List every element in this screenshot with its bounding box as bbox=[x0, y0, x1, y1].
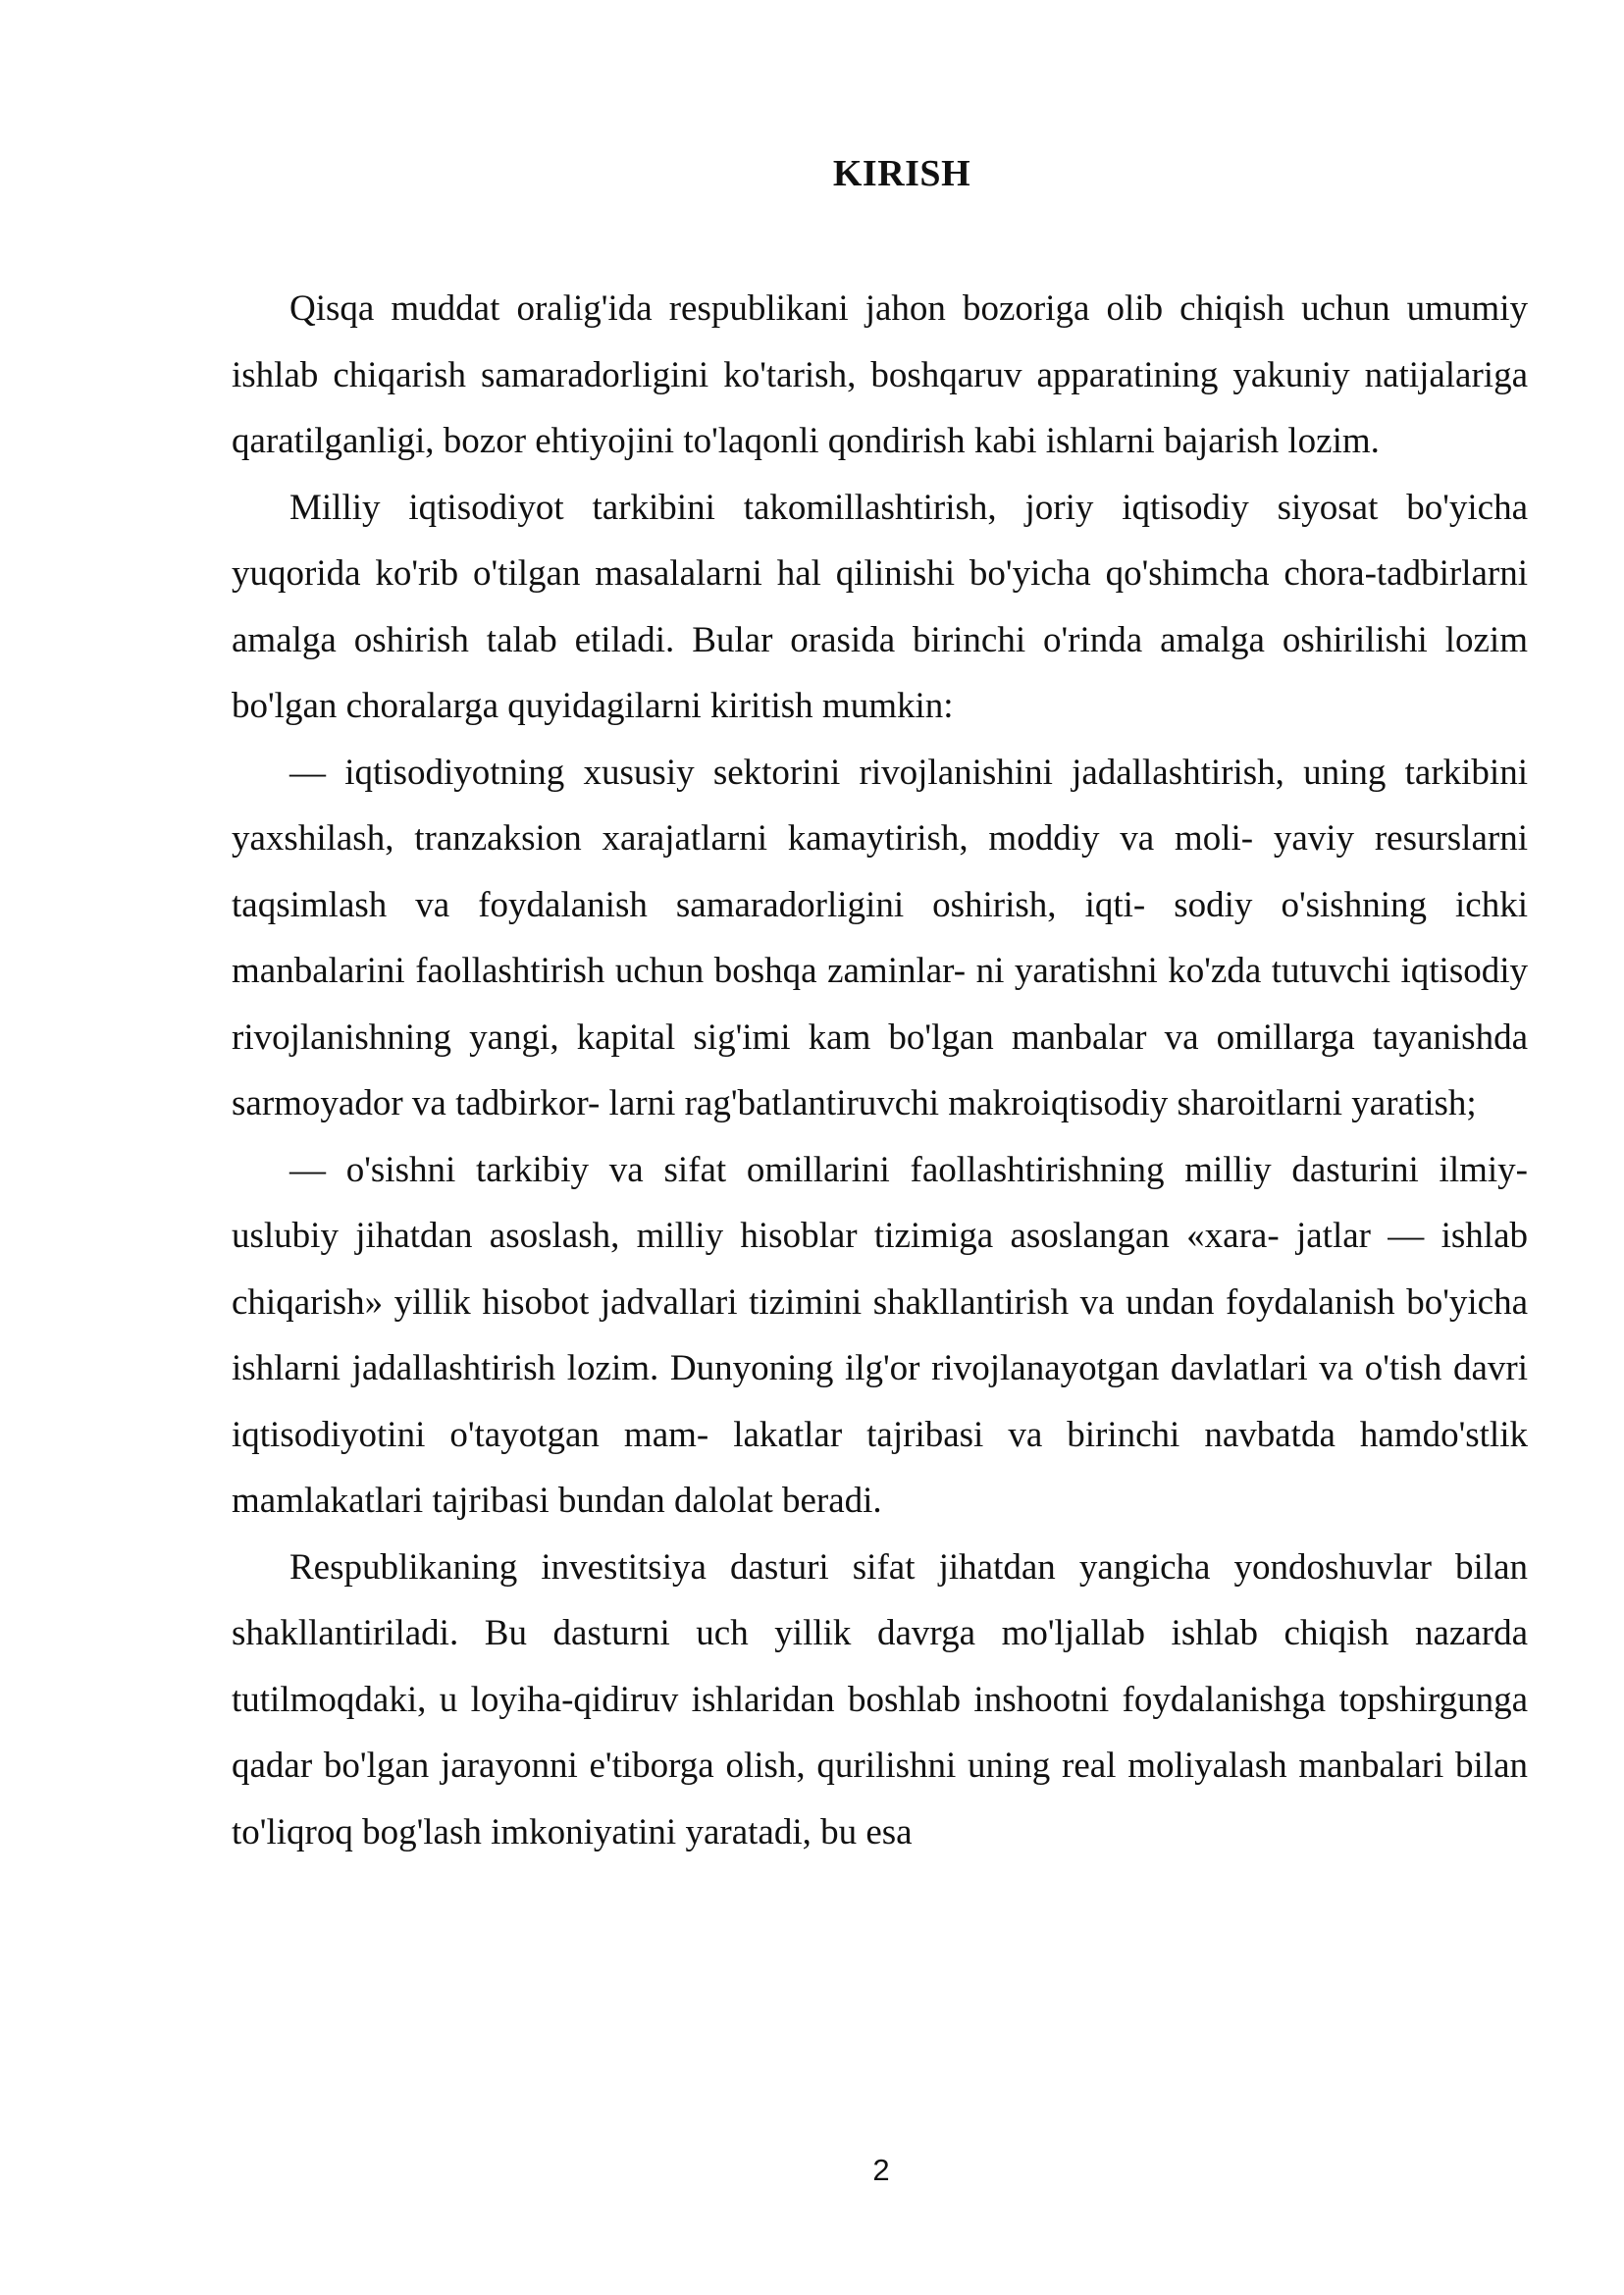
paragraph-growth-factors: — o'sishni tarkibiy va sifat omillarini faollashtirishning milliy dasturini ilmiy-uslubiy jihatdan asoslash, milliy hisoblar tizimiga asoslangan «xara- jatlar — ishlab chiqarish» yillik hisobot jadvallari tizimini shakllantirish va undan foydalanish bo'yicha ishlarni jadallashtirish lozim. Dunyoning ilg'or rivojlanayotgan davlatlari va o'tish davri iqtisodiyotini o'tayotgan mam- lakatlar tajribasi va birinchi navbatda hamdo'stlik mamlakatlari tajribasi bundan dalolat beradi. bbox=[232, 1149, 1528, 1521]
paragraph-investment-program: Respublikaning investitsiya dasturi sifat jihatdan yangicha yondoshuvlar bilan shakllantiriladi. Bu dasturni uch yillik davrga mo'ljallab ishlab chiqish nazarda tutilmoqdaki, u loyiha-qidiruv ishlaridan boshlab inshootni foydalanishga topshirgunga qadar bo'lgan jarayonni e'tiborga olish, qurilishni uning real moliyalash manbalari bilan to'liqroq bog'lash imkoniyatini yaratadi, bu esa bbox=[232, 1546, 1528, 1852]
page-title: KIRISH bbox=[832, 153, 971, 194]
page-number: 2 bbox=[872, 2153, 890, 2187]
paragraph-structure: Milliy iqtisodiyot tarkibini takomillashtirish, joriy iqtisodiy siyosat bo'yicha yuqorida ko'rib o'tilgan masalalarni hal qilinishi bo'yicha qo'shimcha chora-tadbirlarni amalga oshirish talab etiladi. Bular orasida birinchi o'rinda amalga oshirilishi lozim bo'lgan choralarga quyidagilarni kiritish mumkin: bbox=[232, 487, 1528, 726]
body-text bbox=[232, 276, 1528, 1865]
paragraph-private-sector: — iqtisodiyotning xususiy sektorini rivojlanishini jadallashtirish, uning tarkibini yaxshilash, tranzaksion xarajatlarni kamaytirish, moddiy va moli- yaviy resurslarni taqsimlash va foydalanish samaradorligini oshirish, iqti- sodiy o'sishning ichki manbalarini faollashtirish uchun boshqa zaminlar- ni yaratishni ko'zda tutuvchi iqtisodiy rivojlanishning yangi, kapital sig'imi kam bo'lgan manbalar va omillarga tayanishda sarmoyador va tadbirkor- larni rag'batlantiruvchi makroiqtisodiy sharoitlarni yaratish; bbox=[232, 752, 1528, 1123]
paragraph-intro: Qisqa muddat oralig'ida respublikani jahon bozoriga olib chiqish uchun umumiy ishlab chiqarish samaradorligini ko'tarish, boshqaruv apparatining yakuniy natijalariga qaratilganligi, bozor ehtiyojini to'laqonli qondirish kabi ishlarni bajarish lozim. bbox=[232, 288, 1528, 461]
